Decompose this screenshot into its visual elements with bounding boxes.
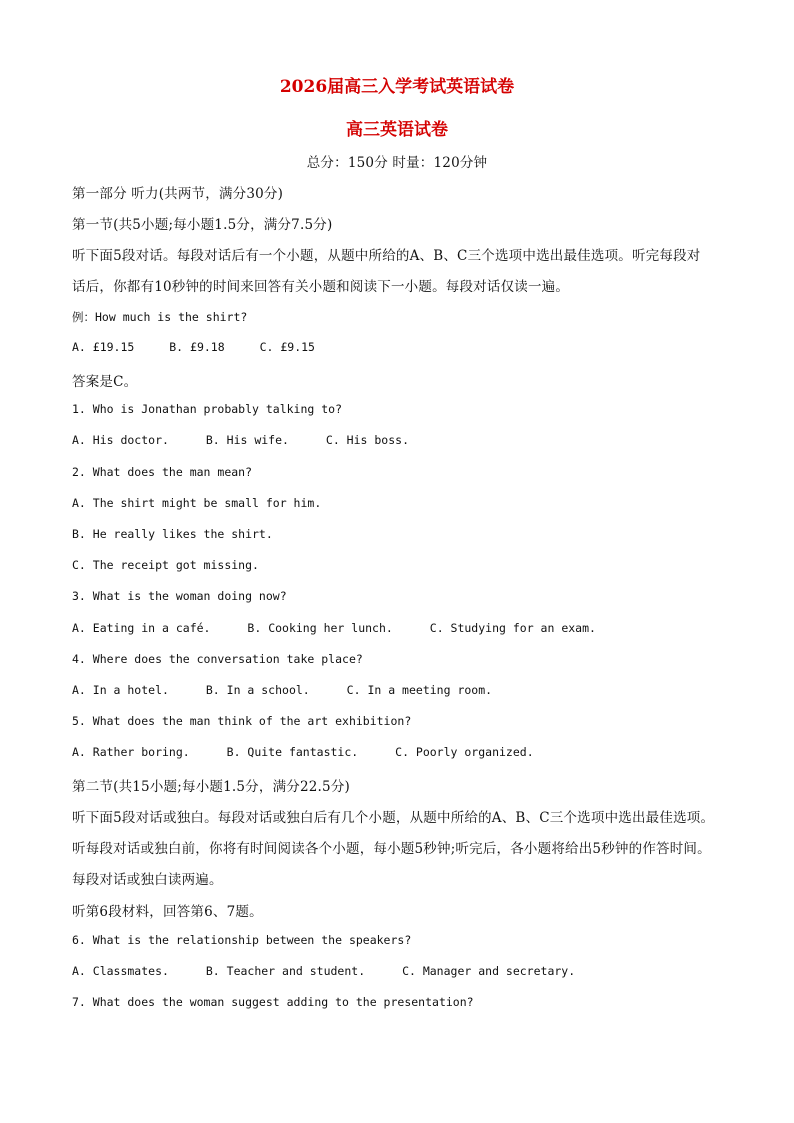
example-option-a: A. £19.15 [72, 340, 135, 354]
section-one-heading: 第一节(共5小题;每小题1.5分，满分7.5分) [72, 217, 333, 233]
question-4-options [72, 683, 492, 697]
option-b: B. Quite fantastic. [226, 745, 359, 759]
option-b: B. Cooking her lunch. [247, 621, 393, 635]
question-1-options [72, 433, 409, 447]
section-two-instructions-3: 每段对话或独白读两遍。 [72, 872, 223, 888]
question-3: 3. What is the woman doing now? [72, 589, 287, 603]
section-one-instructions-2: 话后，你都有10秒钟的时间来回答有关小题和阅读下一小题。每段对话仅读一遍。 [72, 279, 570, 295]
question-6: 6. What is the relationship between the speakers? [72, 933, 412, 947]
option-a: A. Eating in a café. [72, 621, 211, 635]
question-2: 2. What does the man mean? [72, 465, 253, 479]
question-6-options [72, 964, 575, 978]
question-2-option-b: B. He really likes the shirt. [72, 527, 273, 541]
option-c: C. His boss. [325, 433, 409, 447]
question-3-options [72, 621, 596, 635]
option-b: B. His wife. [205, 433, 289, 447]
option-a: A. Classmates. [72, 964, 169, 978]
example-answer: 答案是C。 [72, 374, 138, 390]
section-two-heading: 第二节(共15小题;每小题1.5分，满分22.5分) [72, 779, 350, 795]
section-one-instructions-1: 听下面5段对话。每段对话后有一个小题，从题中所给的A、B、C三个选项中选出最佳选项。听完每段对 [72, 248, 701, 264]
option-b: B. In a school. [205, 683, 310, 697]
part-one-heading: 第一部分 听力(共两节，满分30分) [72, 186, 284, 202]
option-c: C. Manager and secretary. [402, 964, 576, 978]
question-5-options [72, 745, 534, 759]
exam-meta: 总分：150分 时量：120分钟 [306, 155, 488, 171]
exam-subtitle: 高三英语试卷 [346, 120, 448, 140]
option-c: C. Poorly organized. [395, 745, 534, 759]
option-c: C. In a meeting room. [346, 683, 493, 697]
example-options [72, 340, 315, 354]
option-b: B. Teacher and student. [205, 964, 366, 978]
example-question: 例：How much is the shirt? [72, 310, 248, 324]
option-c: C. Studying for an exam. [429, 621, 596, 635]
section-two-instructions-2: 听每段对话或独白前，你将有时间阅读各个小题，每小题5秒钟;听完后，各小题将给出5秒钟的作答时间。 [72, 841, 711, 857]
material-6-heading: 听第6段材料，回答第6、7题。 [72, 904, 263, 920]
exam-title: 2026届高三入学考试英语试卷 [279, 77, 515, 97]
example-option-c: C. £9.15 [259, 340, 315, 354]
question-5: 5. What does the man think of the art exhibition? [72, 714, 412, 728]
question-4: 4. Where does the conversation take place? [72, 652, 363, 666]
question-2-option-c: C. The receipt got missing. [72, 558, 259, 572]
question-2-option-a: A. The shirt might be small for him. [72, 496, 322, 510]
example-option-b: B. £9.18 [169, 340, 225, 354]
section-two-instructions-1: 听下面5段对话或独白。每段对话或独白后有几个小题，从题中所给的A、B、C三个选项中选出最佳选项。 [72, 810, 715, 826]
question-7: 7. What does the woman suggest adding to the presentation? [72, 995, 474, 1009]
option-a: A. In a hotel. [72, 683, 169, 697]
option-a: A. His doctor. [72, 433, 169, 447]
question-1: 1. Who is Jonathan probably talking to? [72, 402, 343, 416]
option-a: A. Rather boring. [72, 745, 190, 759]
